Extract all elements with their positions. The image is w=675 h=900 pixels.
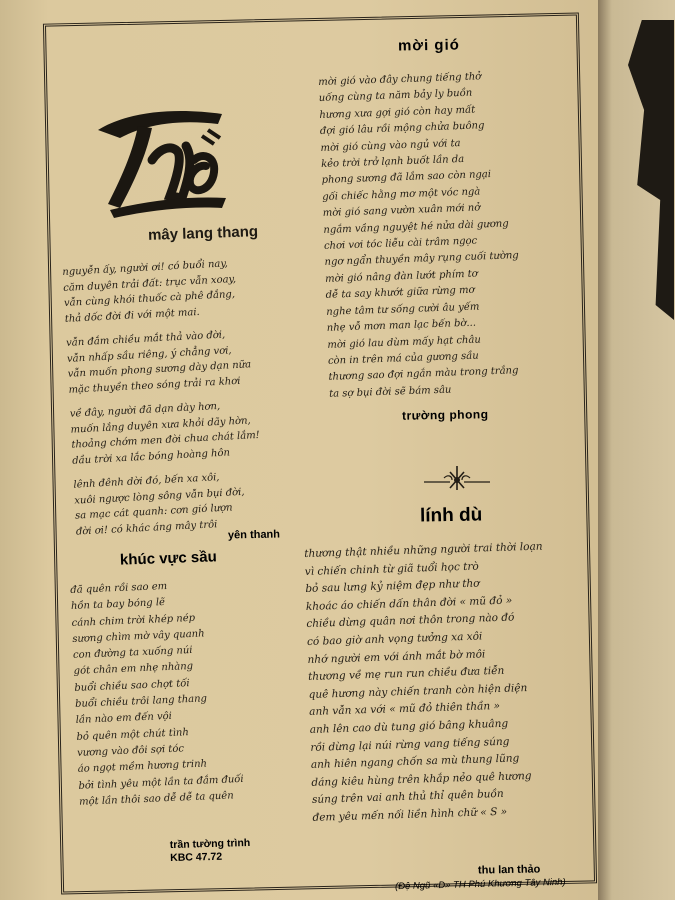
poem-line: nhớ người em với ánh mắt bờ môi (307, 647, 486, 666)
poem-title-may-lang-thang: mây lang thang (147, 223, 259, 244)
author-unit: KBC 47.72 (170, 850, 223, 865)
stanza (66, 324, 299, 398)
poem-line: bởi tình yêu một lần ta đắm đuối (78, 773, 244, 792)
poem-line: mời gió lau dùm mấy hạt châu (327, 333, 481, 351)
tho-logo (90, 100, 230, 220)
poem-body-khuc-vuc-sau (70, 574, 299, 811)
poem-line: sa mạc cát quanh: cơn gió lượn (74, 502, 233, 522)
author-name: trần tường trình (169, 836, 251, 852)
poem-line: sương chìm mờ vây quanh (72, 628, 205, 645)
poem-title-moi-gio: mời gió (397, 36, 460, 55)
poem-line: đã quên rồi sao em (70, 580, 168, 596)
poem-line: anh lên cao dù tung gió bâng khuâng (309, 717, 509, 736)
poem-line: còn in trên má của gương sầu (327, 350, 479, 367)
poem-author-tran-tuong-trinh (170, 837, 251, 865)
poem-line: muốn lắng duyên xưa khỏi dãy hờn, (70, 414, 251, 436)
poem-line: đợi gió lâu rồi mộng chửa buông (319, 120, 485, 138)
adjacent-page-graphic (628, 20, 674, 320)
poem-line: bỏ sau lưng kỷ niệm đẹp như thơ (305, 577, 480, 596)
poem-line: vẫn nhấp sầu riêng, ý chẳng vơi, (66, 344, 232, 365)
poem-line: dễ ta say khướt giữa rừng mơ (325, 284, 475, 302)
ornament-divider-icon (422, 462, 492, 492)
poem-line: ngắm vầng nguyệt hé nửa dài gương (323, 218, 509, 236)
poem-line: vẫn đắm chiều mắt thả vào đời, (65, 329, 226, 349)
poem-line: vương vào đôi sợi tóc (76, 743, 185, 759)
poem-line: gối chiếc hằng mơ một vóc ngà (322, 186, 481, 203)
poem-line: vẫn muốn phong sương dày dạn nữa (67, 359, 252, 380)
poem-line: hương xưa gợi gió còn hay mất (319, 104, 476, 121)
stanza (69, 395, 302, 469)
poem-line: ngơ ngẩn thuyền mây rụng cuối tường (324, 250, 519, 269)
adjacent-page-edge (598, 0, 675, 900)
poem-line: về đây, người đã dạn dày hơn, (69, 400, 221, 420)
poem-body-may-lang-thang (62, 253, 307, 549)
poem-line: ta sợ bụi đời sẽ bám sâu (328, 384, 452, 400)
poem-line: anh hiên ngang chốn sa mù thung lũng (310, 752, 520, 772)
poem-line: thương thật nhiều những người trai thời loạn (304, 540, 543, 560)
poem-line: khoác áo chiến dấn thân đời « mũ đỏ » (305, 594, 513, 613)
poem-line: mời gió sang vườn xuân mới nở (322, 202, 481, 220)
poem-line: lần nào em đến vội (75, 711, 173, 727)
poem-line: căm duyên trải đất: trục vẫn xoay, (62, 273, 237, 294)
poem-line: mời gió cùng vào ngủ với ta (320, 137, 461, 154)
poem-line: đời ơi! có khác áng mây trôi (75, 518, 218, 538)
poem-line: chiều dừng quân nơi thôn trong nào đó (306, 611, 515, 631)
poem-line: rồi dừng lại núi rừng vang tiếng súng (310, 735, 510, 754)
poem-line: bỏ quên một chút tình (76, 726, 190, 743)
poem-line: vì chiến chinh từ giã tuổi học trò (304, 560, 479, 578)
poem-line: dáng kiêu hùng trên khắp nẻo quê hương (311, 769, 532, 789)
poem-author-thu-lan-thao: thu lan thảo (477, 863, 541, 877)
stanza (62, 253, 295, 327)
poem-line: buổi chiều trôi lang thang (74, 693, 208, 710)
poem-line: con đường ta xuống núi (72, 645, 193, 662)
poem-line: lênh đênh dời đó, bến xa xôi, (73, 472, 220, 491)
poem-line: mời gió vào đây chung tiếng thở (318, 71, 482, 88)
poem-line: nguyễn ấy, người ơi! có buổi nay, (62, 258, 229, 278)
poem-line: xuôi ngược lòng sông vẫn bụi đời, (74, 486, 245, 507)
poem-line: quê hương này chiến tranh còn hiện diện (308, 681, 528, 701)
poem-line: hồn ta bay bóng lẽ (70, 597, 166, 613)
poem-line: thương về mẹ run run chiều đưa tiễn (307, 664, 505, 684)
poem-line: thả dốc đời đi với một mai. (64, 306, 200, 325)
poem-line: dầu trời xa lắc bóng hoàng hôn (71, 446, 231, 467)
poem-line: anh vẫn xa với « mũ đỏ thiên thần » (309, 700, 501, 719)
poem-line: nhẹ vỗ mơn man lạc bến bờ... (326, 317, 477, 334)
poem-line: phong sương đã lắm sao còn ngại (321, 169, 492, 187)
poem-line: kẻo trời trở lạnh buốt lần da (320, 153, 465, 170)
poem-line: có bao giờ anh vọng tưởng xa xôi (306, 630, 483, 648)
poem-line: một lần thôi sao dễ dễ ta quên (78, 790, 234, 808)
poem-body-moi-gio (318, 66, 579, 403)
poem-line: gót chân em nhẹ nhàng (73, 661, 194, 678)
poem-author-yen-thanh: yên thanh (227, 528, 281, 542)
poem-body-linh-du (304, 537, 610, 828)
poem-line: áo ngọt mềm hương trinh (77, 758, 208, 776)
poem-line: chơi vơi tóc liễu cài trâm ngọc (323, 235, 478, 252)
poem-line: thương sao đợi ngắn màu trong trắng (328, 365, 519, 384)
poem-line: súng trên vai anh thủ thỉ quên buồn (311, 788, 504, 807)
poem-author-unit: (Đệ Ngũ «D» TH Phú Khương Tây Ninh) (394, 876, 566, 893)
poem-line: đem yêu mến nối liền hình chữ « S » (312, 805, 508, 824)
poem-line: thoảng chớm men đời chua chát lắm! (71, 429, 260, 451)
poem-line: nghe tâm tư sống cười âu yếm (326, 301, 480, 318)
poem-line: uống cùng ta năm bảy ly buồn (318, 88, 473, 105)
poem-line: vẫn cùng khói thuốc cà phê đắng, (63, 288, 236, 309)
poem-line: mặc thuyền theo sóng trải ra khơi (68, 375, 241, 396)
poem-title-linh-du: lính dù (419, 504, 483, 527)
poem-line: cánh chim trời khép nép (71, 612, 196, 629)
poem-line: mời gió nâng đàn lướt phím tơ (324, 268, 478, 285)
poem-line: buổi chiều sao chợt tối (74, 677, 190, 694)
poem-author-truong-phong: trường phong (401, 407, 489, 423)
poem-title-khuc-vuc-sau: khúc vực sầu (119, 548, 218, 569)
